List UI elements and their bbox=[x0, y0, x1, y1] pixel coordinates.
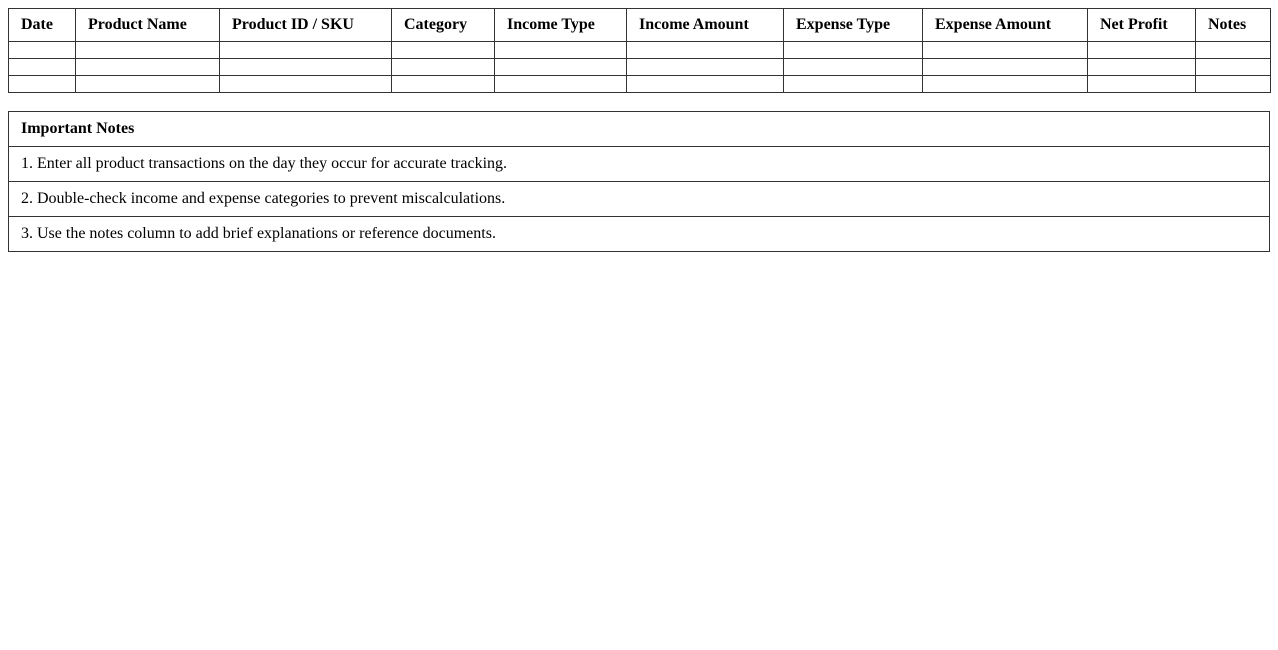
table-row bbox=[9, 76, 1271, 93]
table-cell[interactable] bbox=[392, 59, 495, 76]
column-header-net-profit: Net Profit bbox=[1088, 9, 1196, 42]
notes-header-row bbox=[9, 112, 1270, 147]
table-cell[interactable] bbox=[220, 59, 392, 76]
table-cell[interactable] bbox=[627, 59, 784, 76]
document-sheet bbox=[8, 8, 1270, 252]
table-cell[interactable] bbox=[784, 59, 923, 76]
table-cell[interactable] bbox=[923, 76, 1088, 93]
table-cell[interactable] bbox=[495, 42, 627, 59]
table-row bbox=[9, 42, 1271, 59]
list-item bbox=[9, 182, 1270, 217]
table-cell[interactable] bbox=[9, 42, 76, 59]
table-cell[interactable] bbox=[1196, 59, 1271, 76]
table-cell[interactable] bbox=[220, 42, 392, 59]
column-header-income-type: Income Type bbox=[495, 9, 627, 42]
table-cell[interactable] bbox=[1196, 42, 1271, 59]
table-cell[interactable] bbox=[9, 76, 76, 93]
column-header-category: Category bbox=[392, 9, 495, 42]
column-header-expense-type: Expense Type bbox=[784, 9, 923, 42]
table-header-row bbox=[9, 9, 1271, 42]
table-cell[interactable] bbox=[627, 42, 784, 59]
column-header-income-amount: Income Amount bbox=[627, 9, 784, 42]
table-cell[interactable] bbox=[495, 76, 627, 93]
column-header-product-id: Product ID / SKU bbox=[220, 9, 392, 42]
table-cell[interactable] bbox=[392, 76, 495, 93]
column-header-expense-amount: Expense Amount bbox=[923, 9, 1088, 42]
table-cell[interactable] bbox=[76, 59, 220, 76]
table-cell[interactable] bbox=[220, 76, 392, 93]
table-cell[interactable] bbox=[495, 59, 627, 76]
table-cell[interactable] bbox=[392, 42, 495, 59]
column-header-date: Date bbox=[9, 9, 76, 42]
table-cell[interactable] bbox=[784, 76, 923, 93]
column-header-notes: Notes bbox=[1196, 9, 1271, 42]
table-cell[interactable] bbox=[9, 59, 76, 76]
table-cell[interactable] bbox=[923, 42, 1088, 59]
column-header-product-name: Product Name bbox=[76, 9, 220, 42]
table-cell[interactable] bbox=[1088, 59, 1196, 76]
important-notes-table bbox=[8, 111, 1270, 252]
table-cell[interactable] bbox=[784, 42, 923, 59]
income-expense-table bbox=[8, 8, 1271, 93]
table-cell[interactable] bbox=[1196, 76, 1271, 93]
table-cell[interactable] bbox=[76, 76, 220, 93]
list-item bbox=[9, 147, 1270, 182]
table-cell[interactable] bbox=[627, 76, 784, 93]
table-row bbox=[9, 59, 1271, 76]
table-cell[interactable] bbox=[1088, 42, 1196, 59]
list-item bbox=[9, 217, 1270, 252]
note-item: 3. Use the notes column to add brief explanations or reference documents. bbox=[9, 217, 1270, 252]
note-item: 2. Double-check income and expense categories to prevent miscalculations. bbox=[9, 182, 1270, 217]
notes-title: Important Notes bbox=[9, 112, 1270, 147]
note-item: 1. Enter all product transactions on the day they occur for accurate tracking. bbox=[9, 147, 1270, 182]
table-cell[interactable] bbox=[1088, 76, 1196, 93]
table-cell[interactable] bbox=[923, 59, 1088, 76]
table-cell[interactable] bbox=[76, 42, 220, 59]
